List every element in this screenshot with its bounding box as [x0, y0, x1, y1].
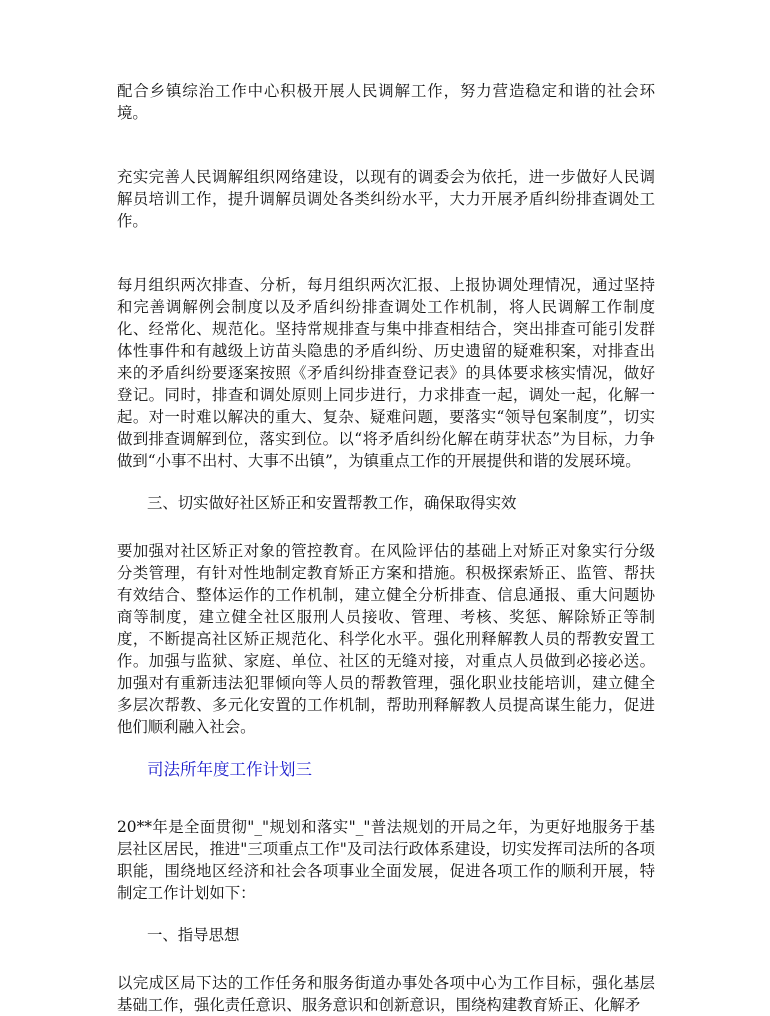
section-heading-1: 一、指导思想: [147, 926, 240, 944]
paragraph-5: 20**年是全面贯彻"_"规划和落实"_"普法规划的开局之年，为更好地服务于基层社区居民，推进"三项重点工作"及司法行政体系建设，切实发挥司法所的各项职能，围绕地区经济和社会各项事业全面发展，促进各项工作的顺利开展，特制定工作计划如下：: [117, 818, 655, 902]
paragraph-3: 每月组织两次排查、分析，每月组织两次汇报、上报协调处理情况，通过坚持和完善调解例会制度以及矛盾纠纷排查调处工作机制，将人民调解工作制度化、经常化、规范化。坚持常规排查与集中排查相结合，突出排查可能引发群体性事件和有越级上访苗头隐患的矛盾纠纷、历史遗留的疑难积案，对排查出来的矛盾纠纷要逐案按照《矛盾纠纷排查登记表》的具体要求核实情况，做好登记。同时，排查和调处原则上同步进行，力求排查一起，调处一起，化解一起。对一时难以解决的重大、复杂、疑难问题，要落实“领导包案制度”，切实做到排查调解到位，落实到位。以“将矛盾纠纷化解在萌芽状态”为目标，力争做到“小事不出村、大事不出镇”，为镇重点工作的开展提供和谐的发展环境。: [117, 276, 655, 470]
paragraph-2: 充实完善人民调解组织网络建设，以现有的调委会为依托，进一步做好人民调解员培训工作，提升调解员调处各类纠纷水平，大力开展矛盾纠纷排查调处工作。: [117, 168, 655, 230]
section-heading-3: 三、切实做好社区矫正和安置帮教工作，确保取得实效: [147, 494, 517, 512]
paragraph-1: 配合乡镇综治工作中心积极开展人民调解工作，努力营造稳定和谐的社会环境。: [117, 82, 655, 122]
paragraph-4: 要加强对社区矫正对象的管控教育。在风险评估的基础上对矫正对象实行分级分类管理，有针对性地制定教育矫正方案和措施。积极探索矫正、监管、帮扶有效结合、整体运作的工作机制，建立健全分析排查、信息通报、重大问题协商等制度，建立健全社区服刑人员接收、管理、考核、奖惩、解除矫正等制度，不断提高社区矫正规范化、科学化水平。强化刑释解教人员的帮教安置工作。加强与监狱、家庭、单位、社区的无缝对接，对重点人员做到必接必送。加强对有重新违法犯罪倾向等人员的帮教管理，强化职业技能培训，建立健全多层次帮教、多元化安置的工作机制，帮助刑释解教人员提高谋生能力，促进他们顺利融入社会。: [117, 542, 655, 736]
document-title: 司法所年度工作计划三: [147, 760, 312, 779]
document-page: [117, 80, 655, 1016]
paragraph-6: 以完成区局下达的工作任务和服务街道办事处各项中心为工作目标，强化基层基础工作，强化责任意识、服务意识和创新意识，围绕构建教育矫正、化解矛: [117, 974, 655, 1014]
